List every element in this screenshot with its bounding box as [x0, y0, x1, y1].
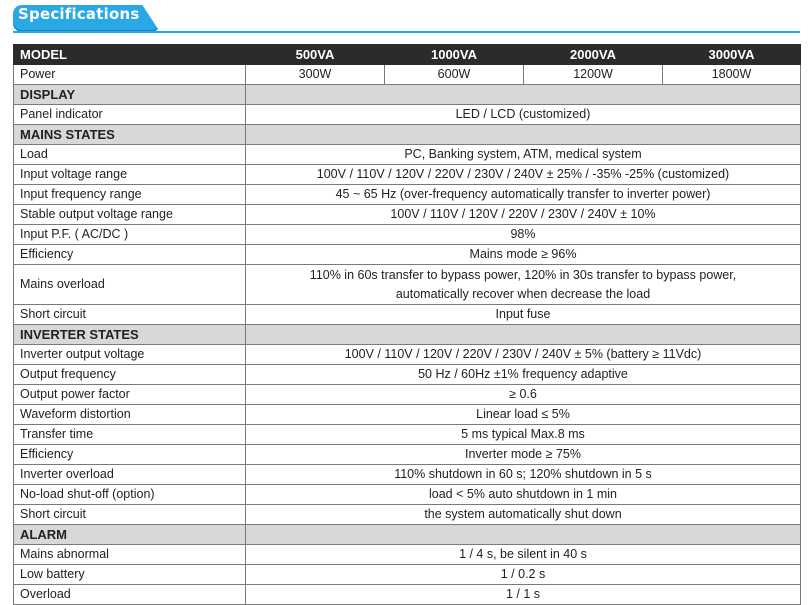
table-row [14, 105, 801, 125]
table-row [14, 345, 801, 365]
row-value: load < 5% auto shutdown in 1 min [246, 485, 801, 505]
row-label: Short circuit [14, 305, 246, 325]
row-label: Waveform distortion [14, 405, 246, 425]
section-mains [14, 125, 801, 145]
row-label: Efficiency [14, 245, 246, 265]
row-value: Mains mode ≥ 96% [246, 245, 801, 265]
table-row [14, 445, 801, 465]
row-label: Input P.F. ( AC/DC ) [14, 225, 246, 245]
row-label: Stable output voltage range [14, 205, 246, 225]
section-display [14, 85, 801, 105]
table-row [14, 505, 801, 525]
table-row [14, 565, 801, 585]
row-value: Inverter mode ≥ 75% [246, 445, 801, 465]
table-row [14, 165, 801, 185]
row-value: 100V / 110V / 120V / 220V / 230V / 240V ± 5% (battery ≥ 11Vdc) [246, 345, 801, 365]
title-rule [13, 31, 800, 33]
section-inverter [14, 325, 801, 345]
model-2000va: 2000VA [524, 45, 663, 65]
row-value: Input fuse [246, 305, 801, 325]
section-title: INVERTER STATES [14, 325, 246, 345]
row-value: the system automatically shut down [246, 505, 801, 525]
section-title: DISPLAY [14, 85, 246, 105]
table-row [14, 185, 801, 205]
section-title: MAINS STATES [14, 125, 246, 145]
power-500va: 300W [246, 65, 385, 85]
row-value: 1 / 0.2 s [246, 565, 801, 585]
section-alarm [14, 525, 801, 545]
overload-line-1: 110% in 60s transfer to bypass power, 120% in 30s transfer to bypass power, [309, 267, 737, 282]
table-row [14, 265, 801, 305]
section-title: ALARM [14, 525, 246, 545]
row-value: 100V / 110V / 120V / 220V / 230V / 240V ± 10% [246, 205, 801, 225]
table-row [14, 465, 801, 485]
row-value: 110% shutdown in 60 s; 120% shutdown in 5 s [246, 465, 801, 485]
table-row [14, 425, 801, 445]
power-1000va: 600W [385, 65, 524, 85]
row-label: Inverter overload [14, 465, 246, 485]
row-value: 1 / 4 s, be silent in 40 s [246, 545, 801, 565]
row-value: LED / LCD (customized) [246, 105, 801, 125]
table-row [14, 585, 801, 605]
row-label: Inverter output voltage [14, 345, 246, 365]
power-2000va: 1200W [524, 65, 663, 85]
power-3000va: 1800W [663, 65, 801, 85]
row-label: Short circuit [14, 505, 246, 525]
row-value: ≥ 0.6 [246, 385, 801, 405]
row-value: PC, Banking system, ATM, medical system [246, 145, 801, 165]
row-label: Mains abnormal [14, 545, 246, 565]
table-row [14, 545, 801, 565]
row-label: Input voltage range [14, 165, 246, 185]
table-row [14, 245, 801, 265]
row-value: 100V / 110V / 120V / 220V / 230V / 240V ± 25% / -35% -25% (customized) [246, 165, 801, 185]
row-value: 98% [246, 225, 801, 245]
table-row [14, 485, 801, 505]
table-row [14, 205, 801, 225]
table-row [14, 145, 801, 165]
row-value: 5 ms typical Max.8 ms [246, 425, 801, 445]
row-label: Input frequency range [14, 185, 246, 205]
row-label: Mains overload [14, 265, 246, 305]
row-label: Output power factor [14, 385, 246, 405]
model-label: MODEL [14, 45, 246, 65]
model-header-row [14, 45, 801, 65]
table-row [14, 405, 801, 425]
row-value: 50 Hz / 60Hz ±1% frequency adaptive [246, 365, 801, 385]
specifications-table [13, 44, 801, 605]
table-row [14, 365, 801, 385]
model-3000va: 3000VA [663, 45, 801, 65]
row-label: Load [14, 145, 246, 165]
table-row [14, 225, 801, 245]
row-label: Overload [14, 585, 246, 605]
table-row [14, 65, 801, 85]
row-label: Efficiency [14, 445, 246, 465]
table-row [14, 305, 801, 325]
model-500va: 500VA [246, 45, 385, 65]
row-value: 1 / 1 s [246, 585, 801, 605]
row-label: No-load shut-off (option) [14, 485, 246, 505]
table-row [14, 385, 801, 405]
overload-line-2: automatically recover when decrease the load [395, 286, 651, 301]
row-label: Low battery [14, 565, 246, 585]
model-1000va: 1000VA [385, 45, 524, 65]
row-label: Panel indicator [14, 105, 246, 125]
row-label: Output frequency [14, 365, 246, 385]
row-label: Transfer time [14, 425, 246, 445]
row-label: Power [14, 65, 246, 85]
page-title: Specifications [18, 5, 140, 23]
row-value [246, 265, 801, 305]
row-value: 45 ~ 65 Hz (over-frequency automatically transfer to inverter power) [246, 185, 801, 205]
row-value: Linear load ≤ 5% [246, 405, 801, 425]
